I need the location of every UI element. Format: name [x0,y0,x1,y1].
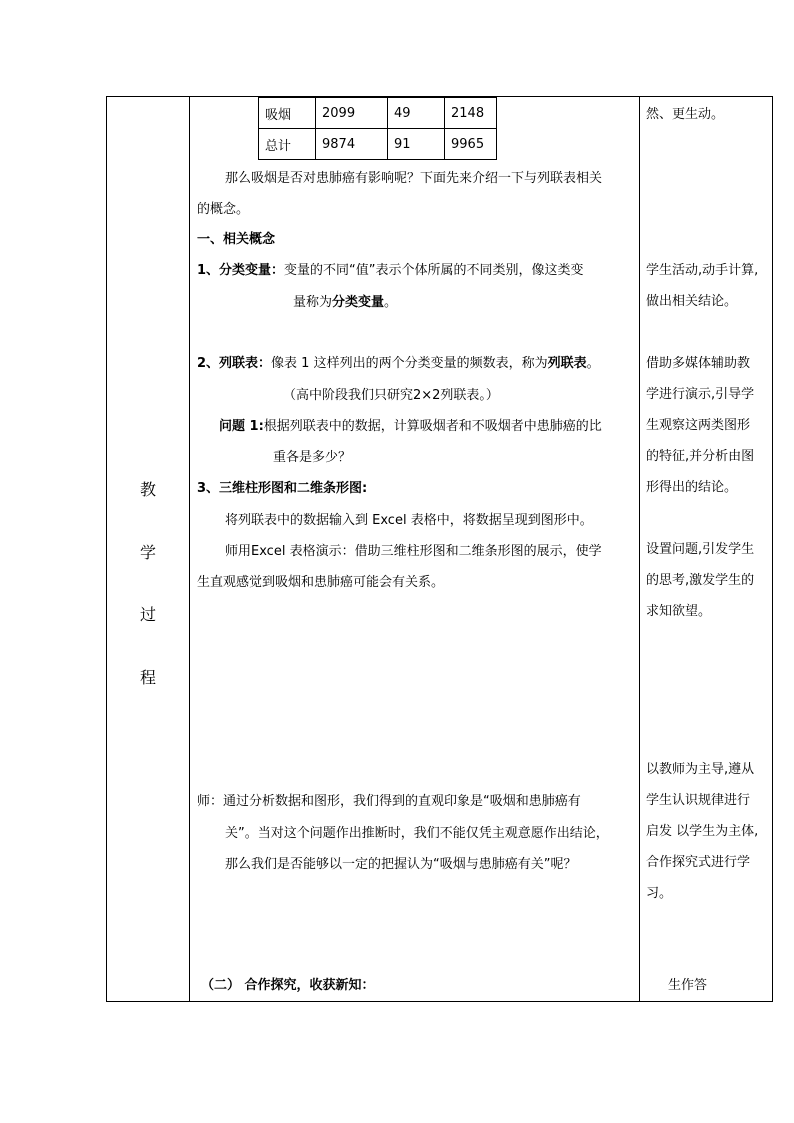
question-1-cont: 重各是多少？ [273,450,352,465]
left-label-column [107,97,189,1001]
right-note-line: 设置问题,引发学生 [646,542,755,557]
concept-term: 列联表 [547,356,587,371]
right-note-line: 做出相关结论。 [646,294,738,309]
right-note-line: 学生活动,动手计算, [646,263,759,278]
intro-text: 那么吸烟是否对患肺癌有影响呢？下面先来介绍一下与列联表相关 [225,171,603,186]
right-note: 生作答 [668,978,708,993]
table-cell: 总计 [259,129,316,160]
concept-item-1 [197,261,584,281]
table-cell: 91 [388,129,445,160]
right-note-line: 求知欲望。 [646,604,712,619]
section-heading: （二） 合作探究，收获新知： [201,978,375,993]
lesson-table [106,96,773,1002]
concept-label: 1、分类变量： [197,263,285,278]
right-note [646,348,771,503]
right-note [646,255,771,317]
concept-text: 像表 1 这样列出的两个分类变量的频数表，称为 [271,356,548,371]
right-note-line: 启发 以学生为主体, [646,824,759,839]
right-note [646,754,771,909]
section-heading: 一、相关概念 [197,232,276,247]
concept-text: 将列联表中的数据输入到 Excel 表格中，将数据呈现到图形中。 [225,513,593,528]
right-note-line: 学进行演示,引导学 [646,387,755,402]
column-divider [639,97,640,1001]
table-row [259,129,497,160]
left-label-char: 教 [139,480,156,499]
question-text: 根据列联表中的数据，计算吸烟者和不吸烟者中患肺癌的比 [263,419,602,434]
question-1 [219,417,602,437]
table-cell: 49 [388,98,445,129]
column-divider [189,97,190,1001]
left-label-char: 学 [139,543,156,562]
right-note-line: 习。 [646,886,673,901]
right-note-line: 借助多媒体辅助教 [646,356,751,371]
intro-text: 的概念。 [197,202,250,217]
right-note-line: 学生认识规律进行 [646,793,751,808]
contingency-table [258,97,497,160]
concept-item-2 [197,354,600,374]
right-note-line: 合作探究式进行学 [646,855,751,870]
table-cell: 9874 [316,129,388,160]
concept-label: 2、列联表： [197,356,272,371]
table-cell: 9965 [445,129,497,160]
concept-item-3: 3、三维柱形图和二维条形图: [197,481,368,496]
right-note-line: 的思考,激发学生的 [646,573,755,588]
right-note [646,534,771,627]
teacher-text: 关”。当对这个问题作出推断时，我们不能仅凭主观意愿作出结论， [225,826,609,841]
concept-text: 师用Excel 表格演示：借助三维柱形图和二维条形图的展示，使学 [225,544,602,559]
concept-text: 。 [384,295,398,310]
concept-text: 变量的不同“值”表示个体所属的不同类别，像这类变 [284,263,584,278]
left-label-char: 过 [139,605,156,624]
concept-text: 量称为 [293,295,333,310]
table-row [259,98,497,129]
right-note-line: 形得出的结论。 [646,480,738,495]
concept-item-1-cont [293,293,397,313]
right-note-line: 生观察这两类图形 [646,418,751,433]
concept-text: 。 [586,356,600,371]
right-note-line: 的特征,并分析由图 [646,449,755,464]
teacher-text: 师：通过分析数据和图形，我们得到的直观印象是“吸烟和患肺癌有 [197,794,581,809]
left-label-char: 程 [139,668,156,687]
concept-term: 分类变量 [332,295,385,310]
concept-note: （高中阶段我们只研究2×2列联表。） [283,388,499,403]
question-label: 问题 1: [219,419,264,434]
right-note: 然、更生动。 [646,107,725,122]
right-note-line: 以教师为主导,遵从 [646,762,755,777]
table-cell: 2099 [316,98,388,129]
concept-text: 生直观感觉到吸烟和患肺癌可能会有关系。 [197,575,445,590]
teacher-text: 那么我们是否能够以一定的把握认为“吸烟与患肺癌有关”呢？ [225,857,577,872]
table-cell: 2148 [445,98,497,129]
table-cell: 吸烟 [259,98,316,129]
